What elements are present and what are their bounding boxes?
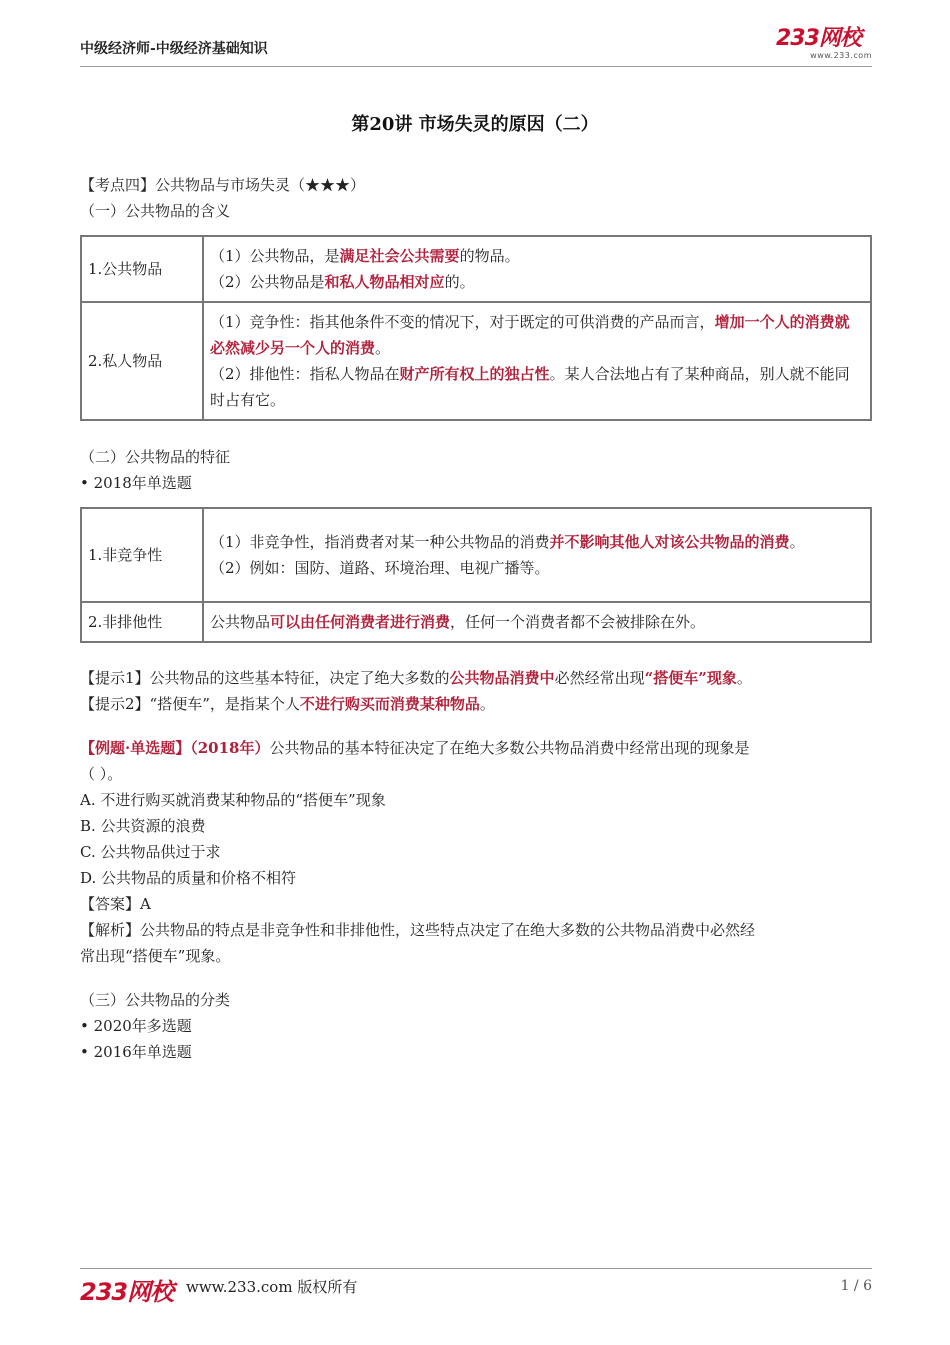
option-a: A. 不进行购买就消费某种物品的“搭便车”现象 [80,791,386,809]
highlight-text: 可以由任何消费者进行消费 [270,613,451,631]
table-row [81,508,871,602]
logo-url: www.233.com [810,51,872,60]
public-goods-features-table [80,507,872,643]
highlight-text: 并不影响其他人对该公共物品的消费 [549,533,790,551]
exam-bullet: • 2020年多选题 [80,1017,192,1035]
text-span: 公共物品 [210,613,271,631]
table-cell-label: 1.公共物品 [81,236,203,302]
section-2-heading: （二）公共物品的特征 [80,448,231,466]
answer: 【答案】A [80,895,151,913]
text-span: 。某人合法地占有了某种商品，别人就不能同时占有它。 [210,365,850,409]
example-tag: 【例题·单选题】（2018年） [80,739,270,757]
table-cell-label: 1.非竞争性 [81,508,203,602]
highlight-text: 增加一个人的消费就必然减少另一个人的消费 [210,313,850,357]
table-cell-label: 2.非排他性 [81,602,203,642]
table-cell-content [203,302,871,420]
tip-1 [80,667,752,688]
table-cell-label: 2.私人物品 [81,302,203,420]
question-blank: （ ）。 [80,765,123,783]
footer-logo: 233网校 [80,1278,174,1306]
highlight-text: 财产所有权上的独占性 [399,365,550,383]
page-title: 第20讲 市场失灵的原因（二） [351,114,599,135]
text-span: （2）排他性：指私人物品在 [210,365,400,383]
exam-bullet: • 2016年单选题 [80,1043,192,1061]
text-span: ，任何一个消费者都不会被排除在外。 [450,613,706,631]
text-span: 的。 [444,273,475,291]
text-span: 的物品。 [459,247,520,265]
tip-2 [80,693,495,714]
highlight-text: “搭便车”现象 [644,669,737,687]
kaodian-heading: 【考点四】公共物品与市场失灵（★★★） [80,176,366,194]
text-span: 。 [479,695,495,713]
example-question [80,737,750,758]
text-span: （1）竞争性：指其他条件不变的情况下，对于既定的可供消费的产品而言， [210,313,715,331]
highlight-text: 不进行购买而消费某种物品 [299,695,480,713]
highlight-text: 公共物品消费中 [449,669,555,687]
text-span: 【提示2】“搭便车”，是指某个人 [80,695,300,713]
text-span: 。 [375,339,391,357]
text-span: 必然经常出现 [554,669,645,687]
section-3-heading: （三）公共物品的分类 [80,991,231,1009]
text-span: （2）公共物品是 [210,273,325,291]
question-text: 公共物品的基本特征决定了在绝大多数公共物品消费中经常出现的现象是 [269,739,750,757]
exam-bullet: • 2018年单选题 [80,474,192,492]
brand-logo [776,28,872,62]
header-divider [80,66,872,67]
logo-text: 233网校 [776,26,861,51]
table-cell-content [203,236,871,302]
header-title: 中级经济师-中级经济基础知识 [80,41,268,57]
table-cell-content [203,508,871,602]
text-span: 【提示1】公共物品的这些基本特征，决定了绝大多数的 [80,669,450,687]
analysis-line-1: 【解析】公共物品的特点是非竞争性和非排他性，这些特点决定了在绝大多数的公共物品消费中必然经 [80,921,756,939]
highlight-text: 和私人物品相对应 [324,273,445,291]
public-goods-definition-table [80,235,872,421]
table-row [81,236,871,302]
page-number: 1 / 6 [840,1278,872,1294]
option-b: B. 公共资源的浪费 [80,817,206,835]
table-row [81,302,871,420]
text-span: 。 [736,669,752,687]
table-cell-content [203,602,871,642]
text-span: （1）公共物品，是 [210,247,340,265]
text-span: 。 [789,533,805,551]
analysis-line-2: 常出现“搭便车”现象。 [80,947,231,965]
footer-divider [80,1268,872,1269]
footer-copyright: www.233.com 版权所有 [186,1278,358,1296]
highlight-text: 满足社会公共需要 [339,247,460,265]
option-d: D. 公共物品的质量和价格不相符 [80,869,297,887]
text-span: （1）非竞争性，指消费者对某一种公共物品的消费 [210,533,550,551]
option-c: C. 公共物品供过于求 [80,843,221,861]
table-row [81,602,871,642]
text-line: （2）例如：国防、道路、环境治理、电视广播等。 [210,559,550,577]
section-1-heading: （一）公共物品的含义 [80,202,231,220]
